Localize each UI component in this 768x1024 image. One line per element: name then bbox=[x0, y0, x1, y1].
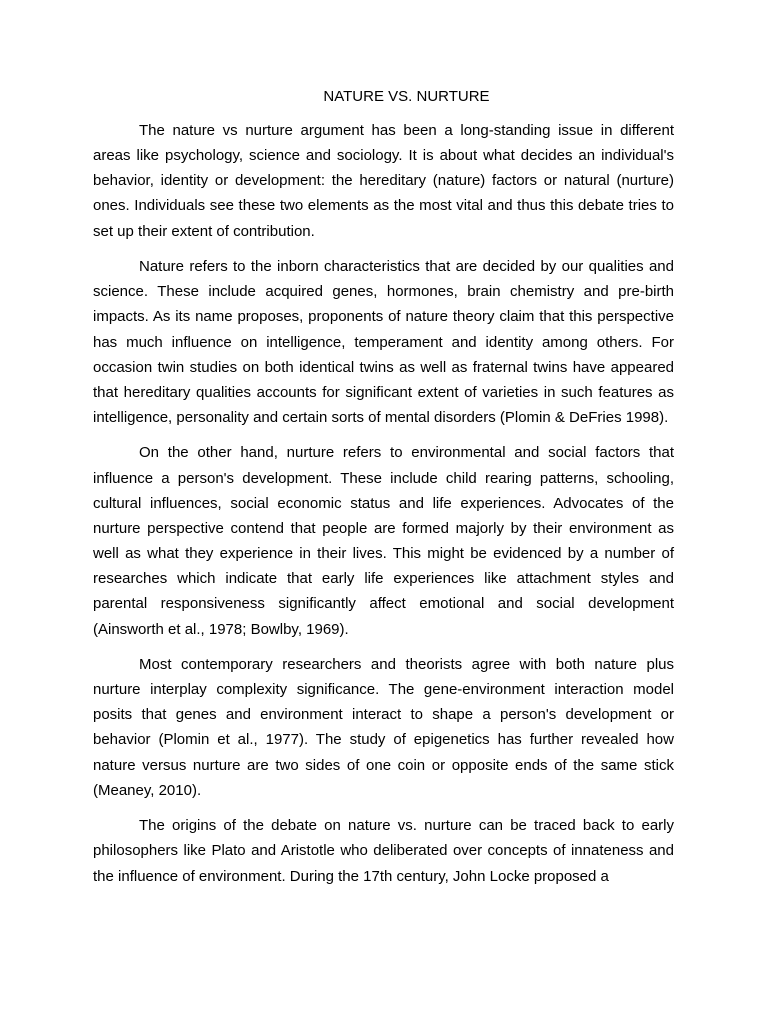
paragraph-3: On the other hand, nurture refers to environmental and social factors that influence a person's development. These include child rearing patterns, schooling, cultural influences, social economic status and life experiences. Advocates of the nurture perspective contend that people are formed majorly by their environment as well as what they experience in their lives. This might be evidenced by a number of researches which indicate that early life experiences like attachment styles and parental responsiveness significantly affect emotional and social development (Ainsworth et al., 1978; Bowlby, 1969). bbox=[93, 444, 674, 638]
paragraph-2: Nature refers to the inborn characteristics that are decided by our qualities and science. These include acquired genes, hormones, brain chemistry and pre-birth impacts. As its name proposes, proponents of nature theory claim that this perspective has much influence on intelligence, temperament and identity among others. For occasion twin studies on both identical twins as well as fraternal twins have appeared that hereditary qualities accounts for significant extent of varieties in such features as intelligence, personality and certain sorts of mental disorders (Plomin & DeFries 1998). bbox=[93, 258, 674, 427]
document-body bbox=[93, 118, 674, 899]
paragraph-4: Most contemporary researchers and theorists agree with both nature plus nurture interplay complexity significance. The gene-environment interaction model posits that genes and environment interact to shape a person's development or behavior (Plomin et al., 1977). The study of epigenetics has further revealed how nature versus nurture are two sides of one coin or opposite ends of the same stick (Meaney, 2010). bbox=[93, 656, 674, 799]
paragraph-1: The nature vs nurture argument has been a long-standing issue in different areas like psychology, science and sociology. It is about what decides an individual's behavior, identity or development: the hereditary (nature) factors or natural (nurture) ones. Individuals see these two elements as the most vital and thus this debate tries to set up their extent of contribution. bbox=[93, 122, 674, 240]
paragraph-5: The origins of the debate on nature vs. nurture can be traced back to early philosophers like Plato and Aristotle who deliberated over concepts of innateness and the influence of environment. During the 17th century, John Locke proposed a bbox=[93, 817, 674, 885]
document-title: NATURE VS. NURTURE bbox=[323, 88, 490, 105]
